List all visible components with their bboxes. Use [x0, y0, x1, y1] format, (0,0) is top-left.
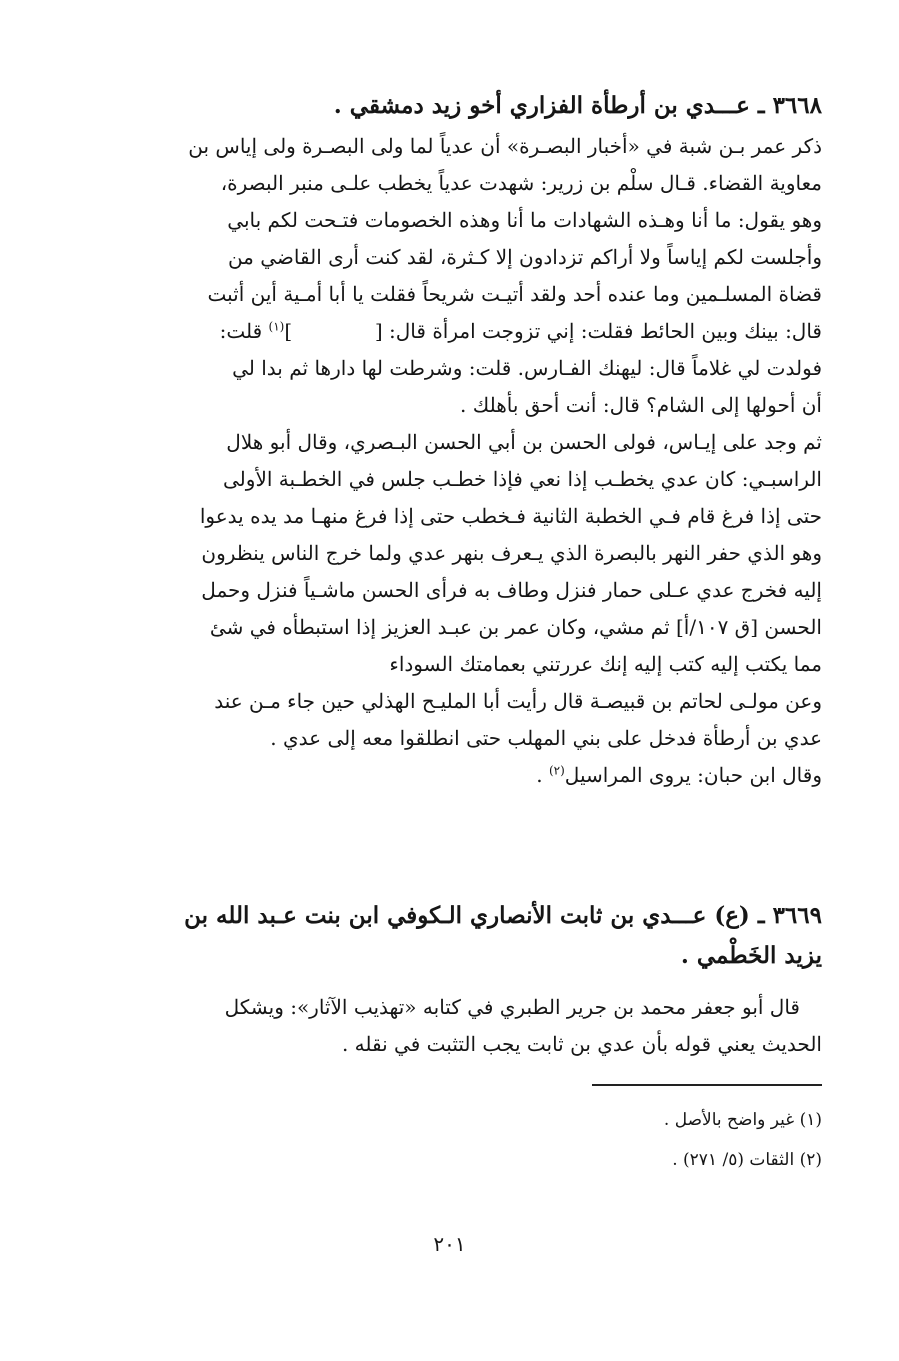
footnote-ref-2[interactable]: (٢) — [548, 763, 565, 778]
text-line: وأجلست لكم إياساً ولا أراكم تزدادون إلا كـثرة، لقد كنت أرى القاضي من — [227, 245, 822, 269]
text-fragment: وقال ابن حبان: يروى المراسيل — [564, 763, 822, 787]
page-number: ٢٠١ — [433, 1232, 466, 1256]
text-fragment: ] — [284, 319, 293, 343]
text-line: وهو الذي حفر النهر بالبصرة الذي يـعرف بنهر عدي ولما خرج الناس ينظرون — [201, 541, 822, 565]
text-line: قال أبو جعفر محمد بن جرير الطبري في كتابه «تهذيب الآثار»: ويشكل — [224, 995, 800, 1019]
entry-heading-text: يزيد الخَطْمي . — [680, 942, 822, 969]
footnote-divider — [592, 1084, 822, 1086]
text-line: إليه فخرج عدي عـلى حمار فنزل وطاف به فرأى الحسن ماشـياً فنزل وحمل — [201, 578, 822, 602]
entry-heading-text: ٣٦٦٨ ـ عـــدي بن أرطأة الفزاري أخو زيد دمشقي . — [333, 92, 822, 119]
text-line: ذكر عمر بـن شبة في «أخبار البصـرة» أن عدياً لما ولى البصـرة ولى إياس بن — [188, 134, 822, 158]
text-line: الحديث يعني قوله بأن عدي بن ثابت يجب التثبت في نقله . — [341, 1032, 822, 1056]
text-line: أن أحولها إلى الشام؟ قال: أنت أحق بأهلك . — [460, 393, 822, 417]
footnotes — [106, 1100, 822, 1180]
text-line: وعن مولـى لحاتم بن قبيصـة قال رأيت أبا المليـح الهذلي حين جاء مـن عند — [214, 689, 822, 713]
text-line: عدي بن أرطأة فدخل على بني المهلب حتى انطلقوا معه إلى عدي . — [270, 726, 822, 750]
text-fragment: قلت: — [219, 319, 263, 343]
text-line: الراسبـي: كان عدي يخطـب إذا نعي فإذا خطـب جلس في الخطـبة الأولى — [223, 467, 822, 491]
text-fragment: . — [536, 763, 549, 787]
text-fragment: قال: بينك وبين الحائط فقلت: إني تزوجت امرأة قال: [ — [374, 319, 822, 343]
entry-3669-body — [106, 989, 822, 1063]
text-line-with-gap — [106, 313, 822, 350]
text-line-with-note — [106, 757, 822, 794]
text-line: مما يكتب إليه كتب إليه إنك عررتني بعمامتك السوداء — [389, 652, 822, 676]
entry-3669-heading — [106, 896, 822, 976]
entry-heading-text: ٣٦٦٩ ـ (ع) عـــدي بن ثابت الأنصاري الـكوفي ابن بنت عـبد الله بن — [184, 902, 822, 929]
text-line: قضاة المسلـمين وما عنده أحد ولقد أتيـت شريحاً فقلت يا أبا أمـية أين أثبت — [207, 282, 822, 306]
footnote-ref-1[interactable]: (١) — [268, 319, 285, 334]
footnote-1: (١) غير واضح بالأصل . — [663, 1110, 822, 1130]
text-line: معاوية القضاء. قـال سلْم بن زرير: شهدت عدياً يخطب علـى منبر البصرة، — [220, 171, 822, 195]
text-line: فولدت لي غلاماً قال: ليهنك الفـارس. قلت: وشرطت لها دارها ثم بدا لي — [232, 356, 822, 380]
entry-3668-body — [106, 128, 822, 794]
footnote-2: (٢) الثقات (٥/ ٢٧١) . — [672, 1150, 822, 1170]
entry-3668-heading — [106, 86, 822, 126]
text-line: ثم وجد على إيـاس، فولى الحسن بن أبي الحسن البـصري، وقال أبو هلال — [226, 430, 822, 454]
text-line: وهو يقول: ما أنا وهـذه الشهادات ما أنا وهذه الخصومات فتـحت لكم بابي — [227, 208, 822, 232]
text-line: الحسن [ق ١٠٧/أ] ثم مشي، وكان عمر بن عبـد العزيز إذا استبطأه في شئ — [209, 615, 822, 639]
text-line: حتى إذا فرغ قام فـي الخطبة الثانية فـخطب حتى إذا فرغ منهـا مد يده يدعوا — [199, 504, 822, 528]
